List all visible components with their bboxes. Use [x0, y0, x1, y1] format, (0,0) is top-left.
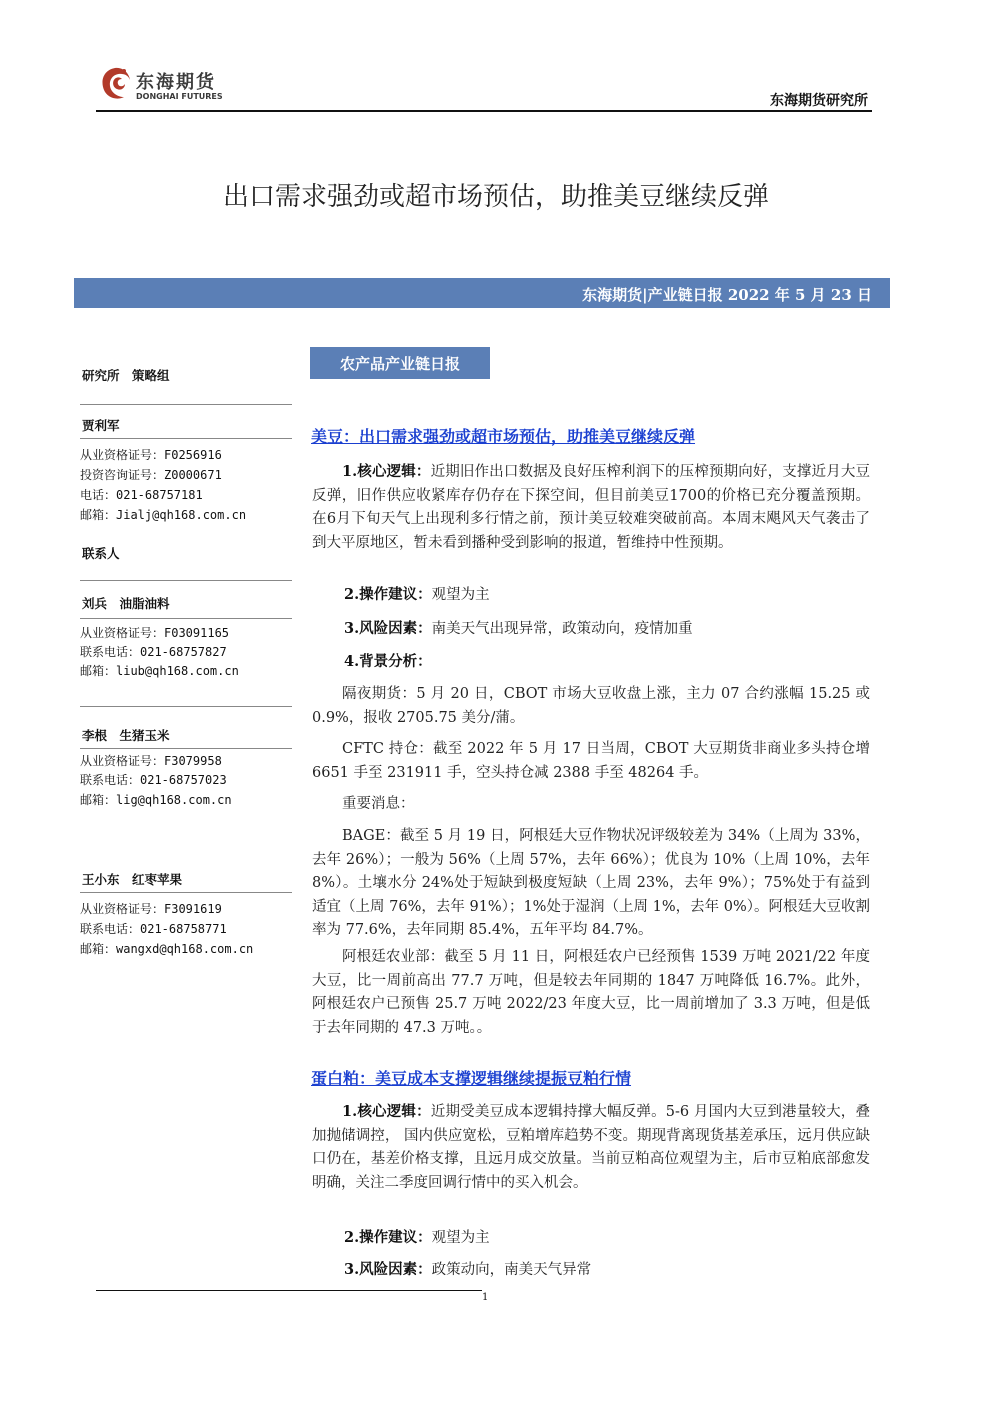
contact-email: 邮箱：wangxd@qh168.com.cn [80, 942, 254, 956]
header-divider [96, 110, 872, 112]
core-logic-text: 近期旧作出口数据及良好压榨利润下的压榨预期向好，支撑近月大豆反弹，旧作供应收紧库存仍存在下探空间，但目前美豆1700的价格已充分覆盖预期。在6月下旬天气上出现利多行情之前，预计美豆较难突破前高。本周末飓风天气袭击了到大平原地区，暂未看到播种受到影响的报道，暂维持中性预期。 [312, 464, 871, 551]
logo-cn-text: 东海期货 [136, 72, 216, 93]
advice-label: 2.操作建议： [344, 586, 432, 603]
meal-core-logic [312, 1100, 870, 1195]
meal-advice [344, 1226, 490, 1247]
background-label: 4.背景分析： [344, 653, 432, 670]
argentina-ministry-news: 阿根廷农业部：截至 5 月 11 日，阿根廷农户已经预售 1539 万吨 2021/22 年度大豆，比一周前高出 77.7 万吨，但是较去年同期的 1847 万吨降低 16.7%。此外，阿根廷农户已预售 25.7 万吨 2022/23 年度大豆，比一周前增加了 3.3 万吨，但是低于去年同期的 47.3 万吨。。 [312, 949, 870, 1036]
analyst-email: 邮箱：Jialj@qh168.com.cn [80, 508, 247, 522]
sidebar-divider [80, 706, 292, 707]
core-logic-label: 1.核心逻辑： [342, 1103, 431, 1120]
dragon-logo-icon [96, 64, 134, 104]
soybean-core-logic [312, 460, 870, 555]
bage-news: BAGE：截至 5 月 19 日，阿根廷大豆作物状况评级较差为 34%（上周为 33%，去年 26%）；一般为 56%（上周 57%，去年 66%）；优良为 10%（上周 10%，去年 8%）。土壤水分 24%处于短缺到极度短缺（上周 23%，去年 9%）；75%处于有益到适宜（上周 76%，去年 91%）；1%处于湿润（上周 1%，去年 0%）。阿根廷大豆收割率为 77.6%，去年同期 85.4%，五年平均 84.7%。 [312, 828, 870, 938]
sidebar-divider [80, 404, 292, 405]
sidebar-divider [80, 438, 292, 439]
core-logic-label: 1.核心逻辑： [342, 463, 431, 480]
contact-name: 王小东 红枣苹果 [82, 872, 183, 887]
news-label: 重要消息： [342, 796, 415, 812]
advice-text: 观望为主 [431, 1230, 490, 1246]
sidebar-divider [80, 580, 292, 581]
category-tag-text: 农产品产业链日报 [339, 355, 460, 373]
contact-name: 李根 生猪玉米 [82, 728, 170, 743]
page-number: 1 [482, 1292, 489, 1303]
risk-text: 南美天气出现异常，政策动向，疫情加重 [431, 621, 693, 637]
company-logo [96, 62, 236, 108]
sidebar-divider [80, 748, 292, 749]
footer-divider [96, 1290, 482, 1291]
soybean-background [344, 650, 432, 671]
category-tag [310, 347, 490, 379]
contact-email: 邮箱：lig@qh168.com.cn [80, 793, 232, 807]
core-logic-text: 近期受美豆成本逻辑持撑大幅反弹。5-6 月国内大豆到港量较大，叠加抛储调控， 国内供应宽松，豆粕增库趋势不变。期现背离现货基差承压，远月供应缺口仍在，基差价格支撑，且远月成交放量。当前豆粕高位观望为主，后市豆粕底部愈发明确，关注二季度回调行情中的买入机会。 [312, 1104, 870, 1191]
analyst-consult-cert: 投资咨询证号：Z0000671 [80, 468, 222, 482]
overnight-futures: 隔夜期货：5 月 20 日，CBOT 市场大豆收盘上涨，主力 07 合约涨幅 15.25 或 0.9%，报收 2705.75 美分/蒲。 [312, 686, 870, 726]
banner-text: 东海期货|产业链日报 2022 年 5 月 23 日 [582, 286, 872, 304]
section-title-meal[interactable]: 蛋白粕：美豆成本支撑逻辑继续提振豆粕行情 [311, 1069, 632, 1088]
sidebar-divider [80, 618, 292, 619]
contact-cert: 从业资格证号：F3091619 [80, 902, 222, 916]
risk-label: 3.风险因素： [344, 620, 432, 637]
section-title-soybean[interactable]: 美豆：出口需求强劲或超市场预估，助推美豆继续反弹 [311, 427, 696, 446]
contact-name: 刘兵 油脂油料 [82, 596, 170, 611]
analyst-phone: 电话：021-68757181 [80, 488, 203, 502]
report-banner [74, 278, 890, 308]
contact-cert: 从业资格证号：F3079958 [80, 754, 222, 768]
contacts-label: 联系人 [82, 546, 120, 561]
contact-phone: 联系电话：021-68758771 [80, 922, 227, 936]
document-title: 出口需求强劲或超市场预估，助推美豆继续反弹 [222, 182, 769, 212]
risk-label: 3.风险因素： [344, 1261, 432, 1278]
risk-text: 政策动向，南美天气异常 [431, 1262, 592, 1278]
soybean-advice [344, 583, 490, 604]
sidebar-dept: 研究所 策略组 [82, 368, 170, 383]
contact-cert: 从业资格证号：F03091165 [80, 626, 230, 640]
advice-label: 2.操作建议： [344, 1229, 432, 1246]
meal-risk [344, 1258, 591, 1279]
contact-email: 邮箱：liub@qh168.com.cn [80, 664, 239, 678]
sidebar-divider [80, 892, 292, 893]
logo-en-text: DONGHAI FUTURES [136, 92, 223, 101]
advice-text: 观望为主 [431, 587, 490, 603]
cftc-positions: CFTC 持仓：截至 2022 年 5 月 17 日当周，CBOT 大豆期货非商业多头持仓增 6651 手至 231911 手，空头持仓减 2388 手至 48264 手。 [312, 741, 870, 781]
contact-phone: 联系电话：021-68757827 [80, 645, 227, 659]
analyst-cert: 从业资格证号：F0256916 [80, 448, 222, 462]
contact-phone: 联系电话：021-68757023 [80, 773, 227, 787]
institute-name: 东海期货研究所 [770, 93, 868, 109]
analyst-name: 贾利军 [82, 418, 120, 433]
soybean-risk [344, 617, 693, 638]
